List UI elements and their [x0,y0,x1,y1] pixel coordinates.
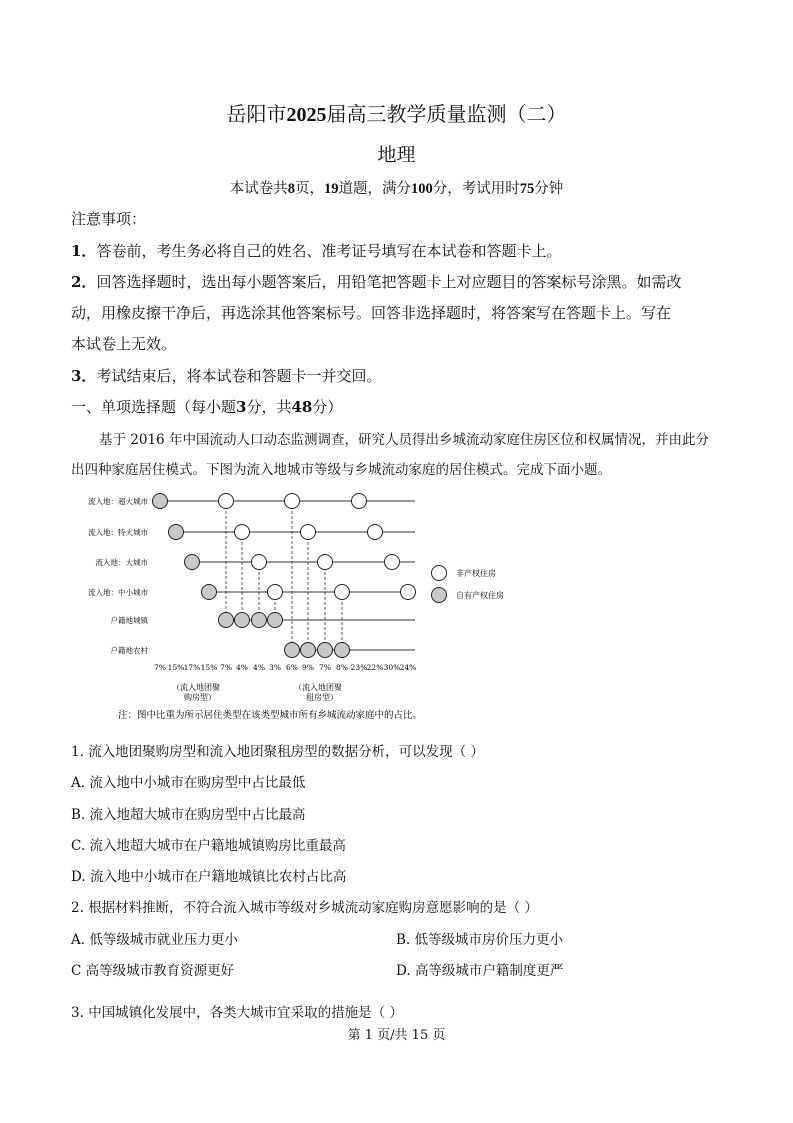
question-1-option-a[interactable]: A. 流入地中小城市在购房型中占比最低 [71,775,306,791]
percentage-label: 15% [200,663,218,672]
percentage-label: 4% [253,663,265,672]
owned-housing-marker [219,613,234,628]
figure-note: 注：图中比重为所示居住类型在该类型城市所有乡城流动家庭中的占比。 [118,710,423,721]
page-footer: 第 1 页/共 15 页 [347,1028,446,1043]
non-owned-housing-marker [352,494,367,509]
notice-item-1: 1．答卷前，考生务必将自己的姓名、准考证号填写在本试卷和答题卡上。 [71,242,562,260]
material-line-1: 基于 2016 年中国流动人口动态监测调查，研究人员得出乡城流动家庭住房区位和权属情况，并由此分 [99,432,709,448]
row-label: 流入地：大城市 [95,558,148,567]
owned-housing-marker [335,643,350,658]
percentage-label: 23% [350,663,368,672]
legend-marker-non-owned [432,566,447,581]
non-owned-housing-marker [385,555,400,570]
percentage-label: 22% [366,663,384,672]
non-owned-housing-marker [335,585,350,600]
non-owned-housing-marker [285,494,300,509]
percentage-label: 7% [220,663,232,672]
row-label: 流入地：特大城市 [88,528,148,537]
question-2-option-c[interactable]: C 高等级城市教育资源更好 [71,963,235,979]
notice-item-2-line3: 本试卷上无效。 [71,335,177,353]
percentage-label: 30% [383,663,401,672]
percentage-label: 15% [167,663,185,672]
question-2-option-a[interactable]: A. 低等级城市就业压力更小 [71,932,238,948]
question-1-option-b[interactable]: B. 流入地超大城市在购房型中占比最高 [71,807,306,823]
non-owned-housing-marker [235,525,250,540]
owned-housing-marker [169,525,184,540]
owned-housing-marker [318,643,333,658]
owned-housing-marker [301,643,316,658]
question-1-stem: 1. 流入地团聚购房型和流入地团聚租房型的数据分析，可以发现（ ） [71,744,484,760]
group2-label-line2: 租房型） [306,693,338,702]
legend-label-non-owned: 非产权住房 [456,569,496,578]
non-owned-housing-marker [268,585,283,600]
question-1-option-c[interactable]: C. 流入地超大城市在户籍地城镇购房比重最高 [71,838,346,854]
question-2-option-b[interactable]: B. 低等级城市房价压力更小 [396,932,564,948]
owned-housing-marker [202,585,217,600]
owned-housing-marker [185,555,200,570]
exam-title: 岳阳市2025届高三教学质量监测（二） [226,102,567,126]
owned-housing-marker [285,643,300,658]
exam-info: 本试卷共8页，19道题，满分100分，考试用时75分钟 [229,181,564,197]
owned-housing-marker [235,613,250,628]
group2-label-line1: （流入地团聚 [294,683,342,692]
percentage-label: 7% [154,663,166,672]
question-2-stem: 2. 根据材料推断，不符合流入城市等级对乡城流动家庭购房意愿影响的是（ ） [71,900,538,916]
notice-item-3: 3．考试结束后，将本试卷和答题卡一并交回。 [71,367,382,385]
notice-item-2-line1: 2．回答选择题时，选出每小题答案后，用铅笔把答题卡上对应题目的答案标号涂黑。如需改 [71,273,682,291]
non-owned-housing-marker [318,555,333,570]
percentage-label: 24% [399,663,417,672]
residence-mode-figure [70,485,530,725]
group1-label-line1: （流入地团聚 [172,683,220,692]
non-owned-housing-marker [401,585,416,600]
question-3-stem: 3. 中国城镇化发展中，各类大城市宜采取的措施是（ ） [71,1005,403,1021]
group1-label-line2: 购房型） [184,693,216,702]
legend-marker-owned [432,588,447,603]
question-1-option-d[interactable]: D. 流入地中小城市在户籍地城镇比农村占比高 [71,869,347,885]
percentage-label: 8% [336,663,348,672]
row-label: 流入地：中小城市 [88,588,148,597]
non-owned-housing-marker [368,525,383,540]
percentage-label: 7% [319,663,331,672]
row-label: 户籍地农村 [110,646,148,655]
owned-housing-marker [153,494,168,509]
legend-label-owned: 自有产权住房 [456,591,504,600]
notice-item-2-line2: 动，用橡皮擦干净后，再选涂其他答案标号。回答非选择题时，将答案写在答题卡上。写在 [71,304,672,322]
owned-housing-marker [268,613,283,628]
notice-heading: 注意事项： [71,210,147,228]
percentage-label: 9% [302,663,314,672]
non-owned-housing-marker [252,555,267,570]
non-owned-housing-marker [219,494,234,509]
row-label: 流入地：超大城市 [88,497,148,506]
percentage-label: 3% [269,663,281,672]
percentage-label: 4% [236,663,248,672]
row-label: 户籍地城镇 [110,616,148,625]
subject-title: 地理 [377,144,416,166]
material-line-2: 出四种家庭居住模式。下图为流入地城市等级与乡城流动家庭的居住模式。完成下面小题。 [71,462,611,478]
non-owned-housing-marker [301,525,316,540]
percentage-label: 17% [183,663,201,672]
owned-housing-marker [252,613,267,628]
percentage-label: 6% [286,663,298,672]
section-heading: 一、单项选择题（每小题3分，共48分） [71,398,343,416]
question-2-option-d[interactable]: D. 高等级城市户籍制度更严 [396,963,564,979]
